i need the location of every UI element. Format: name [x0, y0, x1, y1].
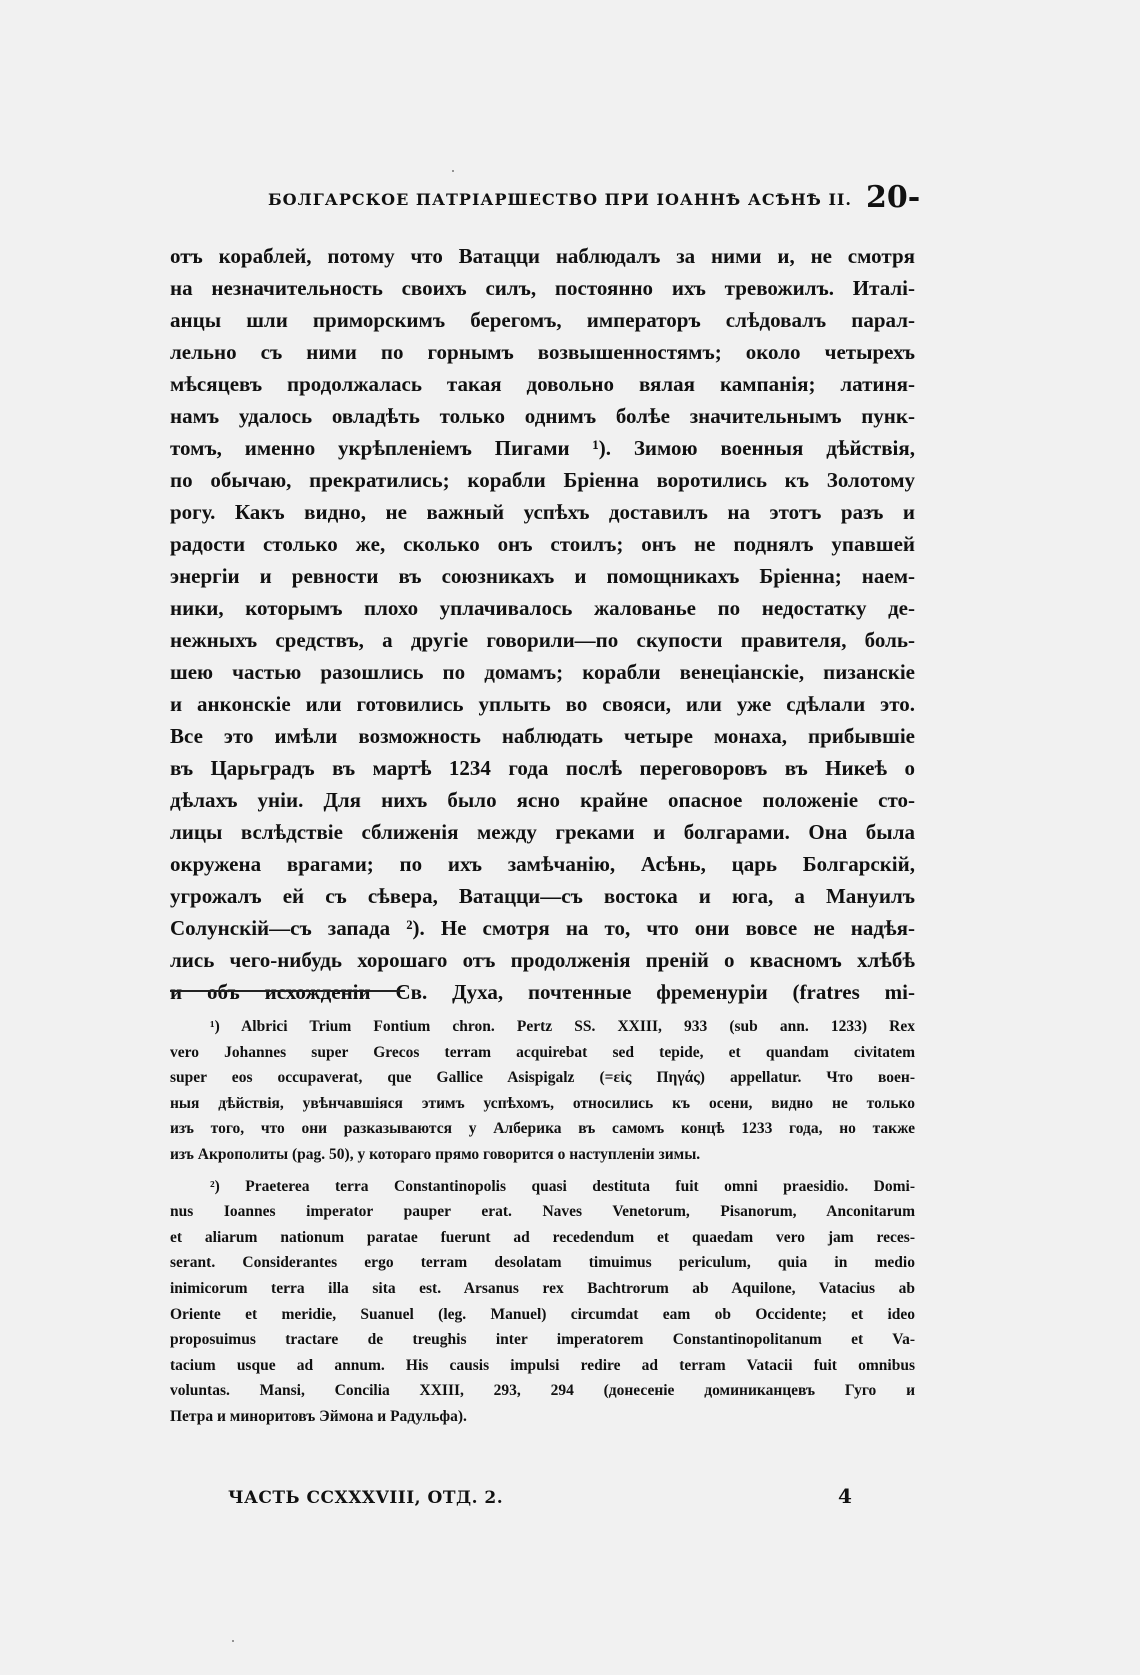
footnote-1: [170, 1014, 915, 1168]
body-line: по обычаю, прекратились; корабли Бріенна воротились къ Золотому: [170, 468, 915, 492]
footnote-line: super eos occupaverat, que Gallice Asispigalz (=εἰς Πηγάς) appellatur. Что воен-: [170, 1069, 915, 1087]
footnote-line: nus Ioannes imperator pauper erat. Naves Venetorum, Pisanorum, Anconitarum: [170, 1203, 915, 1221]
sheet-number: 4: [838, 1484, 852, 1508]
scan-speck: [452, 170, 454, 172]
body-line: энергіи и ревности въ союзникахъ и помощникахъ Бріенна; наем-: [170, 564, 915, 588]
body-line: нежныхъ средствъ, а другіе говорили—по скупости правителя, боль-: [170, 628, 915, 652]
footnote-line: vero Johannes super Grecos terram acquirebat sed tepide, et quandam civitatem: [170, 1043, 915, 1061]
body-line: лельно съ ними по горнымъ возвышенностямъ; около четырехъ: [170, 340, 915, 364]
page-number: 20-: [866, 180, 921, 215]
body-line: шею частью разошлись по домамъ; корабли венеціанскіе, пизанскіе: [170, 660, 915, 684]
body-line: намъ удалось овладѣть только однимъ болѣе значительнымъ пунк-: [170, 404, 915, 428]
body-line: мѣсяцевъ продолжалась такая довольно вялая кампанія; латиня-: [170, 372, 915, 396]
footnote-line: ¹) Albrici Trium Fontium chron. Pertz SS. XXIII, 933 (sub ann. 1233) Rex: [210, 1018, 915, 1035]
footnote-line: ²) Praeterea terra Constantinopolis quasi destituta fuit omni praesidio. Domi-: [210, 1177, 915, 1195]
body-line: томъ, именно укрѣпленіемъ Пигами ¹). Зимою военныя дѣйствія,: [170, 436, 915, 460]
footnote-line: serant. Considerantes ergo terram desolatam timuimus periculum, quia in medio: [170, 1254, 915, 1272]
footnote-line: inimicorum terra illa sita est. Arsanus rex Bachtrorum ab Aquilone, Vatacius ab: [170, 1279, 915, 1297]
body-line: лицы вслѣдствіе сближенія между греками и болгарами. Она была: [170, 820, 915, 844]
body-line: дѣлахъ уніи. Для нихъ было ясно крайне опасное положеніе сто-: [170, 788, 915, 812]
body-line: Все это имѣли возможность наблюдать четыре монаха, прибывшіе: [170, 724, 915, 748]
footnote-line: изъ того, что они разказываются у Алберика въ самомъ концѣ 1233 года, но также: [170, 1120, 915, 1138]
body-line: и объ исхожденіи Св. Духа, почтенные фременуріи (fratres mi-: [170, 980, 915, 1004]
body-line: радости столько же, сколько онъ стоилъ; онъ не поднялъ упавшей: [170, 532, 915, 556]
body-line: анцы шли приморскимъ берегомъ, императоръ слѣдовалъ парал-: [170, 308, 915, 332]
body-line: окружена врагами; по ихъ замѣчанію, Асѣнь, царь Болгарскій,: [170, 852, 915, 876]
signature-mark: ЧАСТЬ CCXXXVIII, ОТД. 2.: [228, 1488, 504, 1508]
footnotes: [170, 1014, 915, 1430]
body-line: рогу. Какъ видно, не важный успѣхъ доставилъ на этотъ разъ и: [170, 500, 915, 524]
body-line: въ Царьградъ въ мартѣ 1234 года послѣ переговоровъ въ Никеѣ о: [170, 756, 915, 780]
body-line: лись чего-нибудь хорошаго отъ продолженія преній о квасномъ хлѣбѣ: [170, 948, 915, 972]
footnote-rule: [170, 990, 405, 992]
footnote-line: изъ Акрополиты (pag. 50), у котораго прямо говорится о наступленіи зимы.: [170, 1145, 701, 1163]
footnote-2: [170, 1174, 915, 1430]
footnote-line: proposuimus tractare de treughis inter imperatorem Constantinopolitanum et Va-: [170, 1331, 915, 1349]
running-title: БОЛГАРСКОЕ ПАТРІАРШЕСТВО ПРИ ІОАННѢ АСѢНѢ II.: [268, 190, 852, 209]
body-line: ники, которымъ плохо уплачивалось жалованье по недостатку де-: [170, 596, 915, 620]
body-line: Солунскій—съ запада ²). Не смотря на то, что они вовсе не надѣя-: [170, 916, 915, 940]
body-line: и анконскіе или готовились уплыть во свояси, или уже сдѣлали это.: [170, 692, 915, 716]
footnote-line: et aliarum nationum paratae fuerunt ad recedendum et quaedam vero jam reces-: [170, 1228, 915, 1246]
body-line: на незначительность своихъ силъ, постоянно ихъ тревожилъ. Италі-: [170, 276, 915, 300]
body-line: отъ кораблей, потому что Ватацци наблюдалъ за ними и, не смотря: [170, 244, 915, 268]
footnote-line: voluntas. Mansi, Concilia XXIII, 293, 294 (донесеніе доминиканцевъ Гуго и: [170, 1382, 915, 1400]
footnote-line: Петра и миноритовъ Эймона и Радульфа).: [170, 1407, 467, 1425]
body-text: [170, 240, 915, 1008]
footnote-line: ныя дѣйствія, увѣнчавшіяся этимъ успѣхомъ, относились къ осени, видно не только: [170, 1094, 915, 1112]
body-line: угрожалъ ей съ сѣвера, Ватацци—съ востока и юга, а Мануилъ: [170, 884, 915, 908]
footnote-line: tacium usque ad annum. His causis impulsi redire ad terram Vatacii fuit omnibus: [170, 1356, 915, 1374]
scan-speck: [232, 1640, 234, 1642]
footnote-line: Oriente et meridie, Suanuel (leg. Manuel) circumdat eam ob Occidente; et ideo: [170, 1305, 915, 1323]
